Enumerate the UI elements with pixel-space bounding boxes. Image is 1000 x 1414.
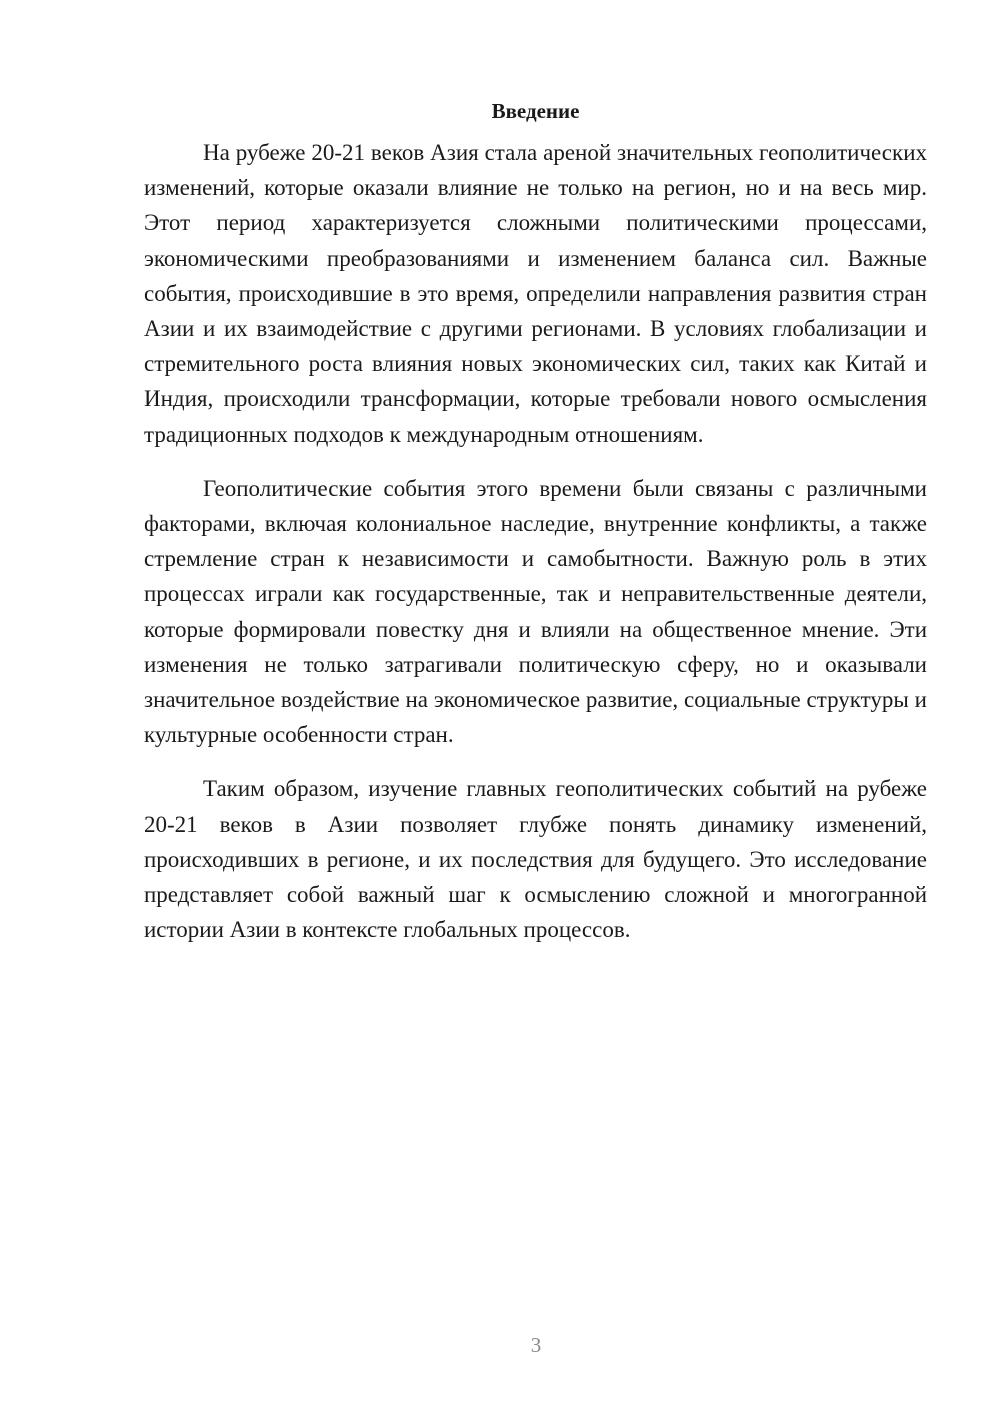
paragraph-2: Геополитические события этого времени были связаны с различными факторами, включая колониальное наследие, внутренние конфликты, а также стремление стран к независимости и самобытности. Важную роль в этих процессах играли как государственные, так и неправительственные деятели, которые формировали повестку дня и влияли на общественное мнение. Эти изменения не только затрагивали политическую сферу, но и оказывали значительное воздействие на экономическое развитие, социальные структуры и культурные особенности стран. [144, 475, 927, 748]
page-number: 3 [530, 1333, 542, 1357]
section-title: Введение [491, 99, 580, 123]
paragraph-3: Таким образом, изучение главных геополитических событий на рубеже 20-21 веков в Азии позволяет глубже понять динамику изменений, происходивших в регионе, и их последствия для будущего. Это исследование представляет собой важный шаг к осмыслению сложной и многогранной истории Азии в контексте глобальных процессов. [144, 776, 927, 943]
paragraph-1: На рубеже 20-21 веков Азия стала ареной значительных геополитических изменений, которые оказали влияние не только на регион, но и на весь мир. Этот период характеризуется сложными политическими процессами, экономическими преобразованиями и изменением баланса сил. Важные события, происходившие в это время, определили направления развития стран Азии и их взаимодействие с другими регионами. В условиях глобализации и стремительного роста влияния новых экономических сил, таких как Китай и Индия, происходили трансформации, которые требовали нового осмысления традиционных подходов к международным отношениям. [144, 140, 927, 447]
document-body [144, 96, 927, 966]
